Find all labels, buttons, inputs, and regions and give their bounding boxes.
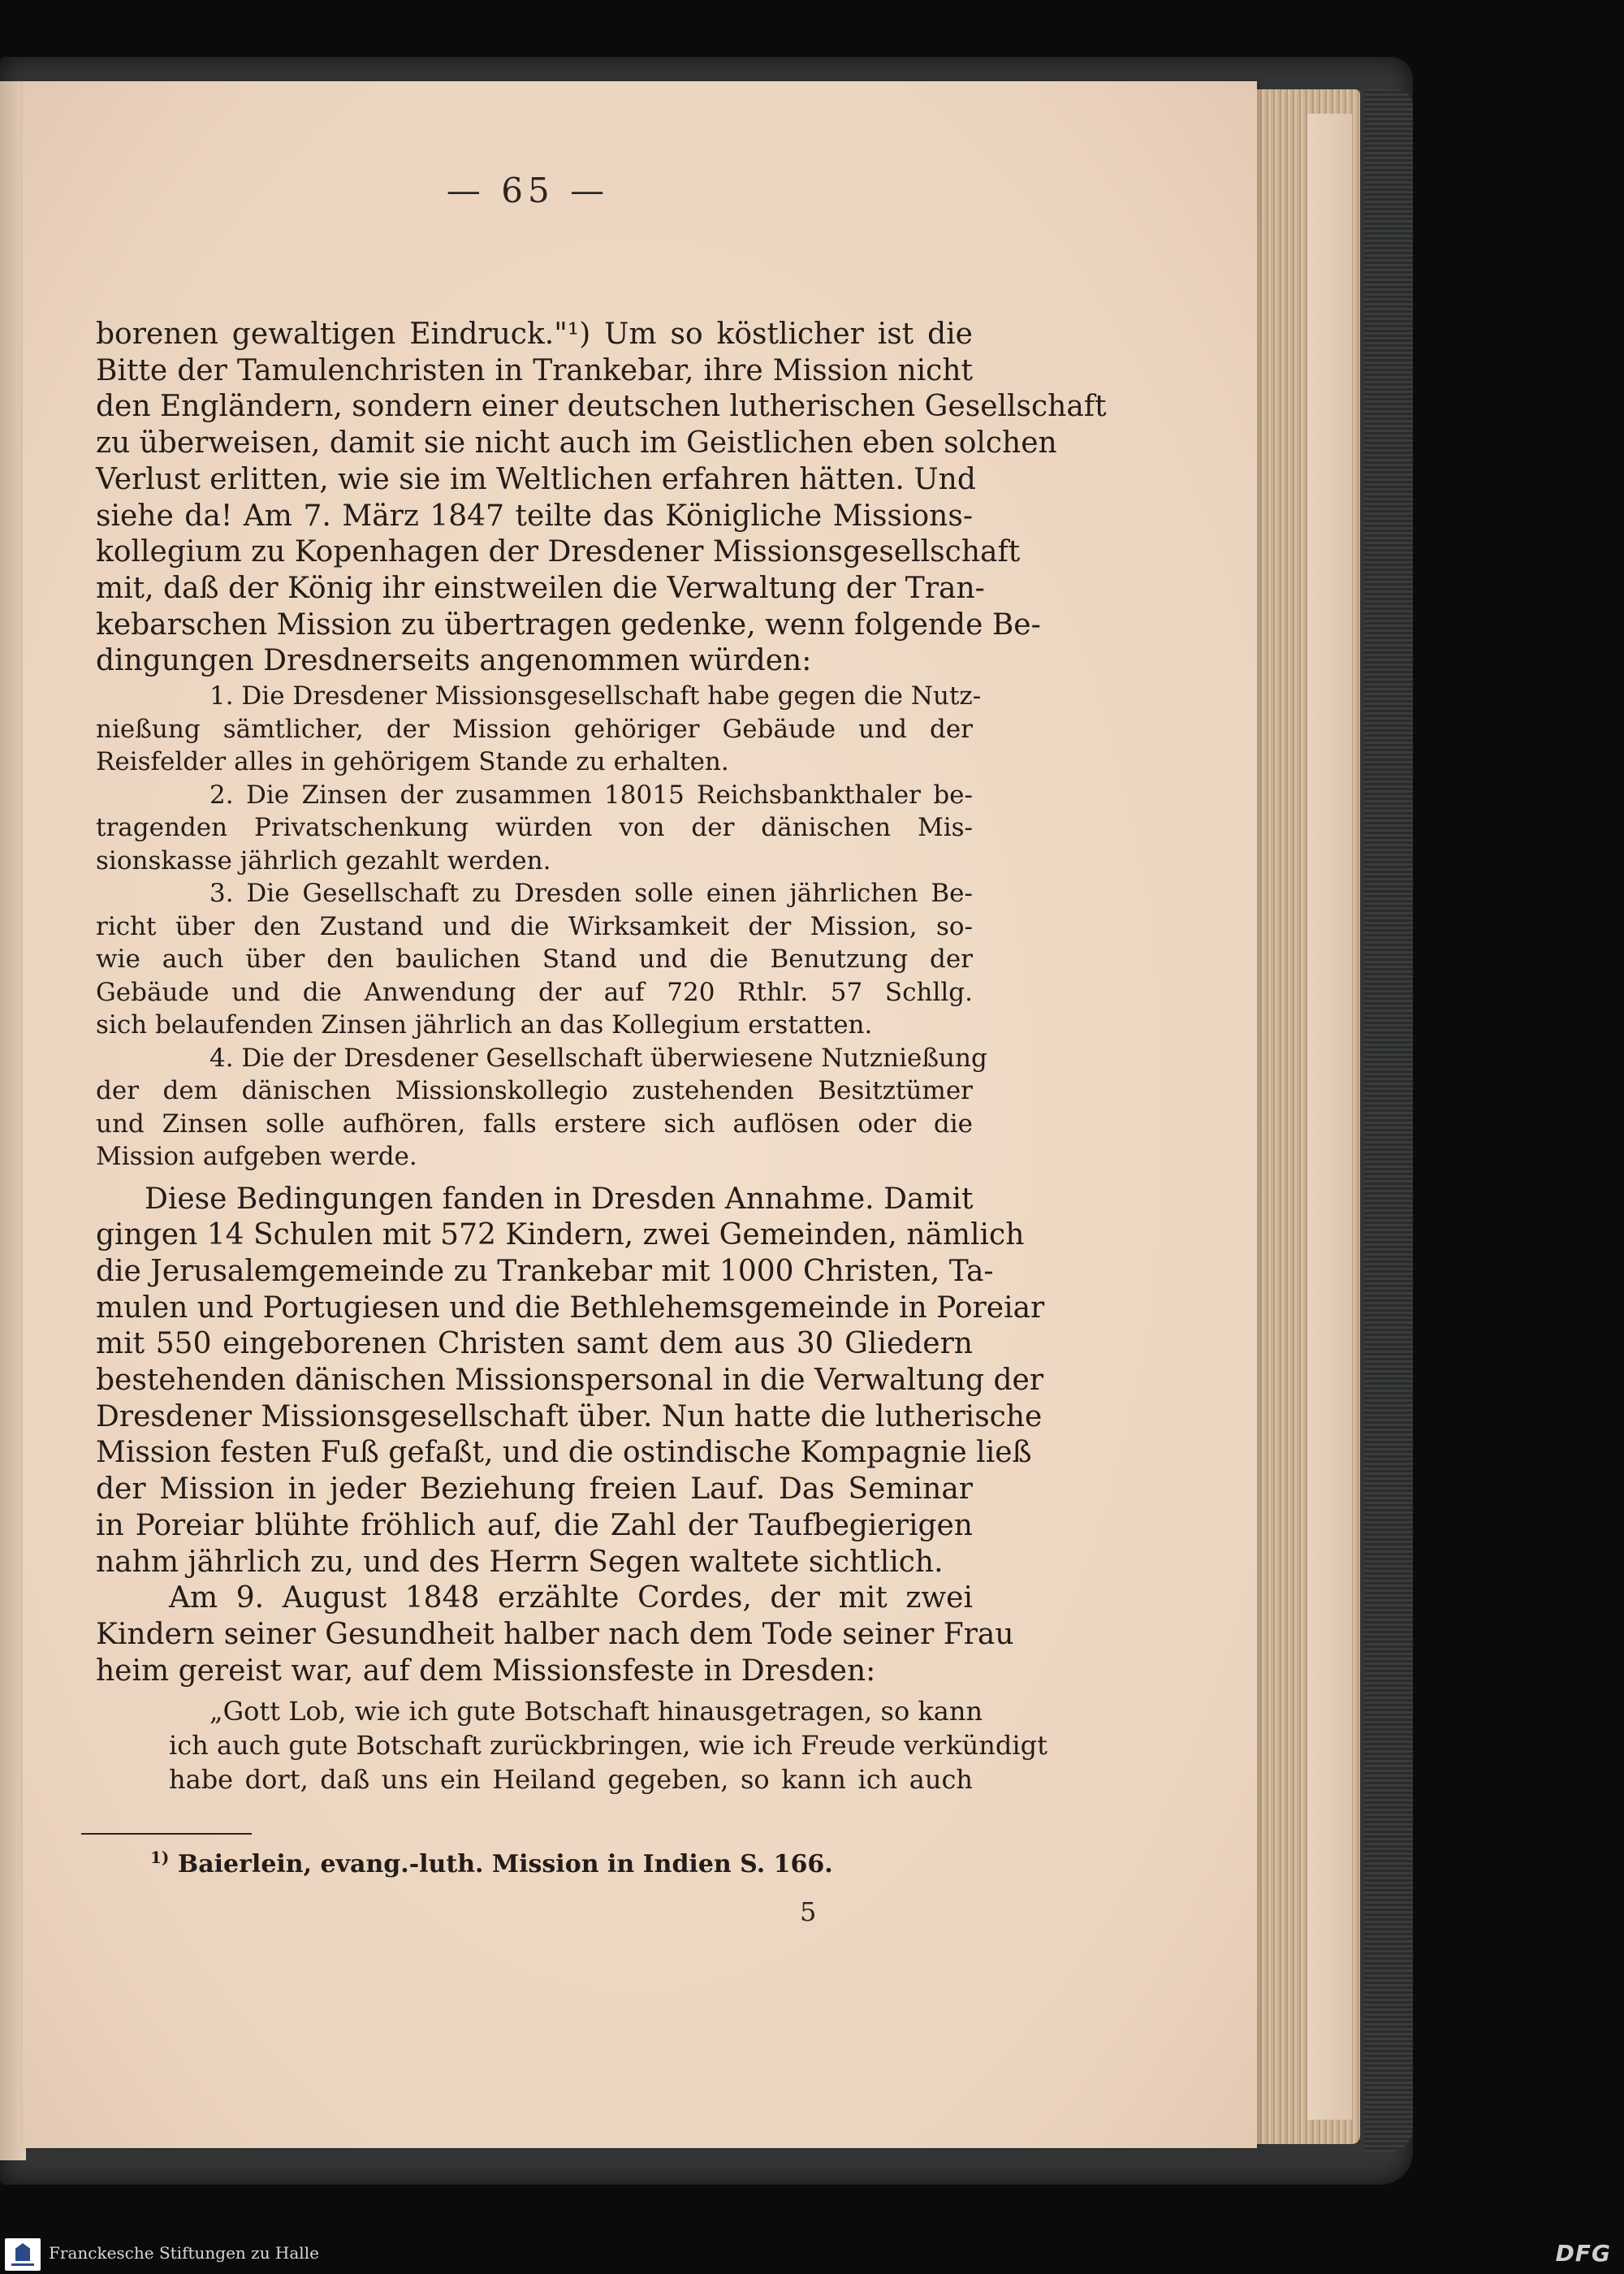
- text-line: Gebäude und die Anwendung der auf 720 Rthlr. 57 Schllg.: [96, 977, 973, 1007]
- institution-logo-icon: [5, 2238, 41, 2271]
- text-line: Bitte der Tamulenchristen in Trankebar, ihre Mission nicht: [96, 353, 973, 387]
- footnote-rule: [81, 1833, 252, 1835]
- text-line: siehe da! Am 7. März 1847 teilte das Königliche Missions-: [96, 499, 973, 533]
- text-line: Verlust erlitten, wie sie im Weltlichen erfahren hätten. Und: [96, 462, 976, 496]
- text-line: der dem dänischen Missionskollegio zustehenden Besitztümer: [96, 1076, 973, 1106]
- text-line: heim gereist war, auf dem Missionsfeste in Dresden:: [96, 1654, 876, 1688]
- text-line: nahm jährlich zu, und des Herrn Segen waltete sichtlich.: [96, 1545, 944, 1579]
- text-line: kebarschen Mission zu übertragen gedenke, wenn folgende Be-: [96, 607, 1041, 642]
- condition-2: [96, 779, 973, 878]
- text-line: 2. Die Zinsen der zusammen 18015 Reichsbankthaler be-: [209, 780, 973, 810]
- page-body: [96, 317, 1107, 1796]
- text-line: mit, daß der König ihr einstweilen die Verwaltung der Tran-: [96, 571, 985, 605]
- text-line: sionskasse jährlich gezahlt werden.: [96, 845, 551, 875]
- text-line: Dresdener Missionsgesellschaft über. Nun hatte die lutherische: [96, 1399, 1043, 1433]
- text-line: 1. Die Dresdener Missionsgesellschaft habe gegen die Nutz-: [209, 681, 982, 711]
- condition-1: [96, 680, 982, 779]
- paragraph-2: [96, 1182, 1045, 1581]
- text-line: Kindern seiner Gesundheit halber nach dem Tode seiner Frau: [96, 1617, 1014, 1651]
- text-line: zu überweisen, damit sie nicht auch im Geistlichen eben solchen: [96, 426, 1057, 460]
- condition-3: [96, 877, 973, 1042]
- text-line: mit 550 eingeborenen Christen samt dem aus 30 Gliedern: [96, 1327, 973, 1361]
- text-line: bestehenden dänischen Missionspersonal in die Verwaltung der: [96, 1364, 1044, 1398]
- text-line: gingen 14 Schulen mit 572 Kindern, zwei Gemeinden, nämlich: [96, 1218, 1025, 1252]
- text-line: und Zinsen solle aufhören, falls erstere sich auflösen oder die: [96, 1109, 973, 1139]
- paragraph-3: [96, 1580, 1014, 1689]
- dfg-logo: DFG: [1555, 2240, 1611, 2267]
- text-line: richt über den Zustand und die Wirksamkeit der Mission, so-: [96, 911, 973, 941]
- text-line: habe dort, daß uns ein Heiland gegeben, so kann ich auch: [169, 1764, 973, 1796]
- footnote-marker: 1): [150, 1848, 170, 1867]
- text-line: dingungen Dresdnerseits angenommen würden:: [96, 644, 812, 678]
- text-line: sich belaufenden Zinsen jährlich an das Kollegium erstatten.: [96, 1010, 873, 1040]
- text-line: 3. Die Gesellschaft zu Dresden solle einen jährlichen Be-: [209, 879, 973, 909]
- text-line: mulen und Portugiesen und die Bethlehemsgemeinde in Poreiar: [96, 1290, 1045, 1325]
- text-line: tragenden Privatschenkung würden von der dänischen Mis-: [96, 813, 973, 843]
- text-line: in Poreiar blühte fröhlich auf, die Zahl der Taufbegierigen: [96, 1508, 973, 1542]
- institution-name: Franckesche Stiftungen zu Halle: [49, 2243, 319, 2263]
- paragraph-1: [96, 317, 1107, 680]
- text-line: Am 9. August 1848 erzählte Cordes, der mit zwei: [169, 1581, 973, 1615]
- text-line: ich auch gute Botschaft zurückbringen, wie ich Freude verkündigt: [169, 1730, 1047, 1762]
- text-line: Mission festen Fuß gefaßt, und die ostindische Kompagnie ließ: [96, 1436, 1032, 1470]
- text-line: Reisfelder alles in gehörigem Stande zu erhalten.: [96, 747, 729, 777]
- footnote-text: Baierlein, evang.-luth. Mission in Indien S. 166.: [177, 1850, 833, 1878]
- text-line: kollegium zu Kopenhagen der Dresdener Missionsgesellschaft: [96, 535, 1021, 569]
- page-edge: [1307, 114, 1352, 2120]
- text-line: den Engländern, sondern einer deutschen lutherischen Gesellschaft: [96, 390, 1107, 424]
- text-line: der Mission in jeder Beziehung freien Lauf. Das Seminar: [96, 1472, 973, 1507]
- text-line: 4. Die der Dresdener Gesellschaft überwiesene Nutznießung: [209, 1043, 987, 1073]
- page-header: — 65 —: [446, 171, 610, 210]
- text-line: Mission aufgeben werde.: [96, 1142, 417, 1172]
- text-line: die Jerusalemgemeinde zu Trankebar mit 1000 Christen, Ta-: [96, 1254, 994, 1288]
- text-line: Diese Bedingungen fanden in Dresden Annahme. Damit: [145, 1182, 974, 1216]
- footnote: [150, 1848, 833, 1878]
- text-line: wie auch über den baulichen Stand und die Benutzung der: [96, 945, 973, 975]
- condition-4: [96, 1042, 987, 1174]
- signature-mark: 5: [800, 1896, 817, 1927]
- text-line: „Gott Lob, wie ich gute Botschaft hinausgetragen, so kann: [209, 1696, 983, 1727]
- text-line: borenen gewaltigen Eindruck."¹) Um so köstlicher ist die: [96, 318, 973, 351]
- quotation: [169, 1694, 1047, 1796]
- text-line: nießung sämtlicher, der Mission gehöriger Gebäude und der: [96, 714, 973, 744]
